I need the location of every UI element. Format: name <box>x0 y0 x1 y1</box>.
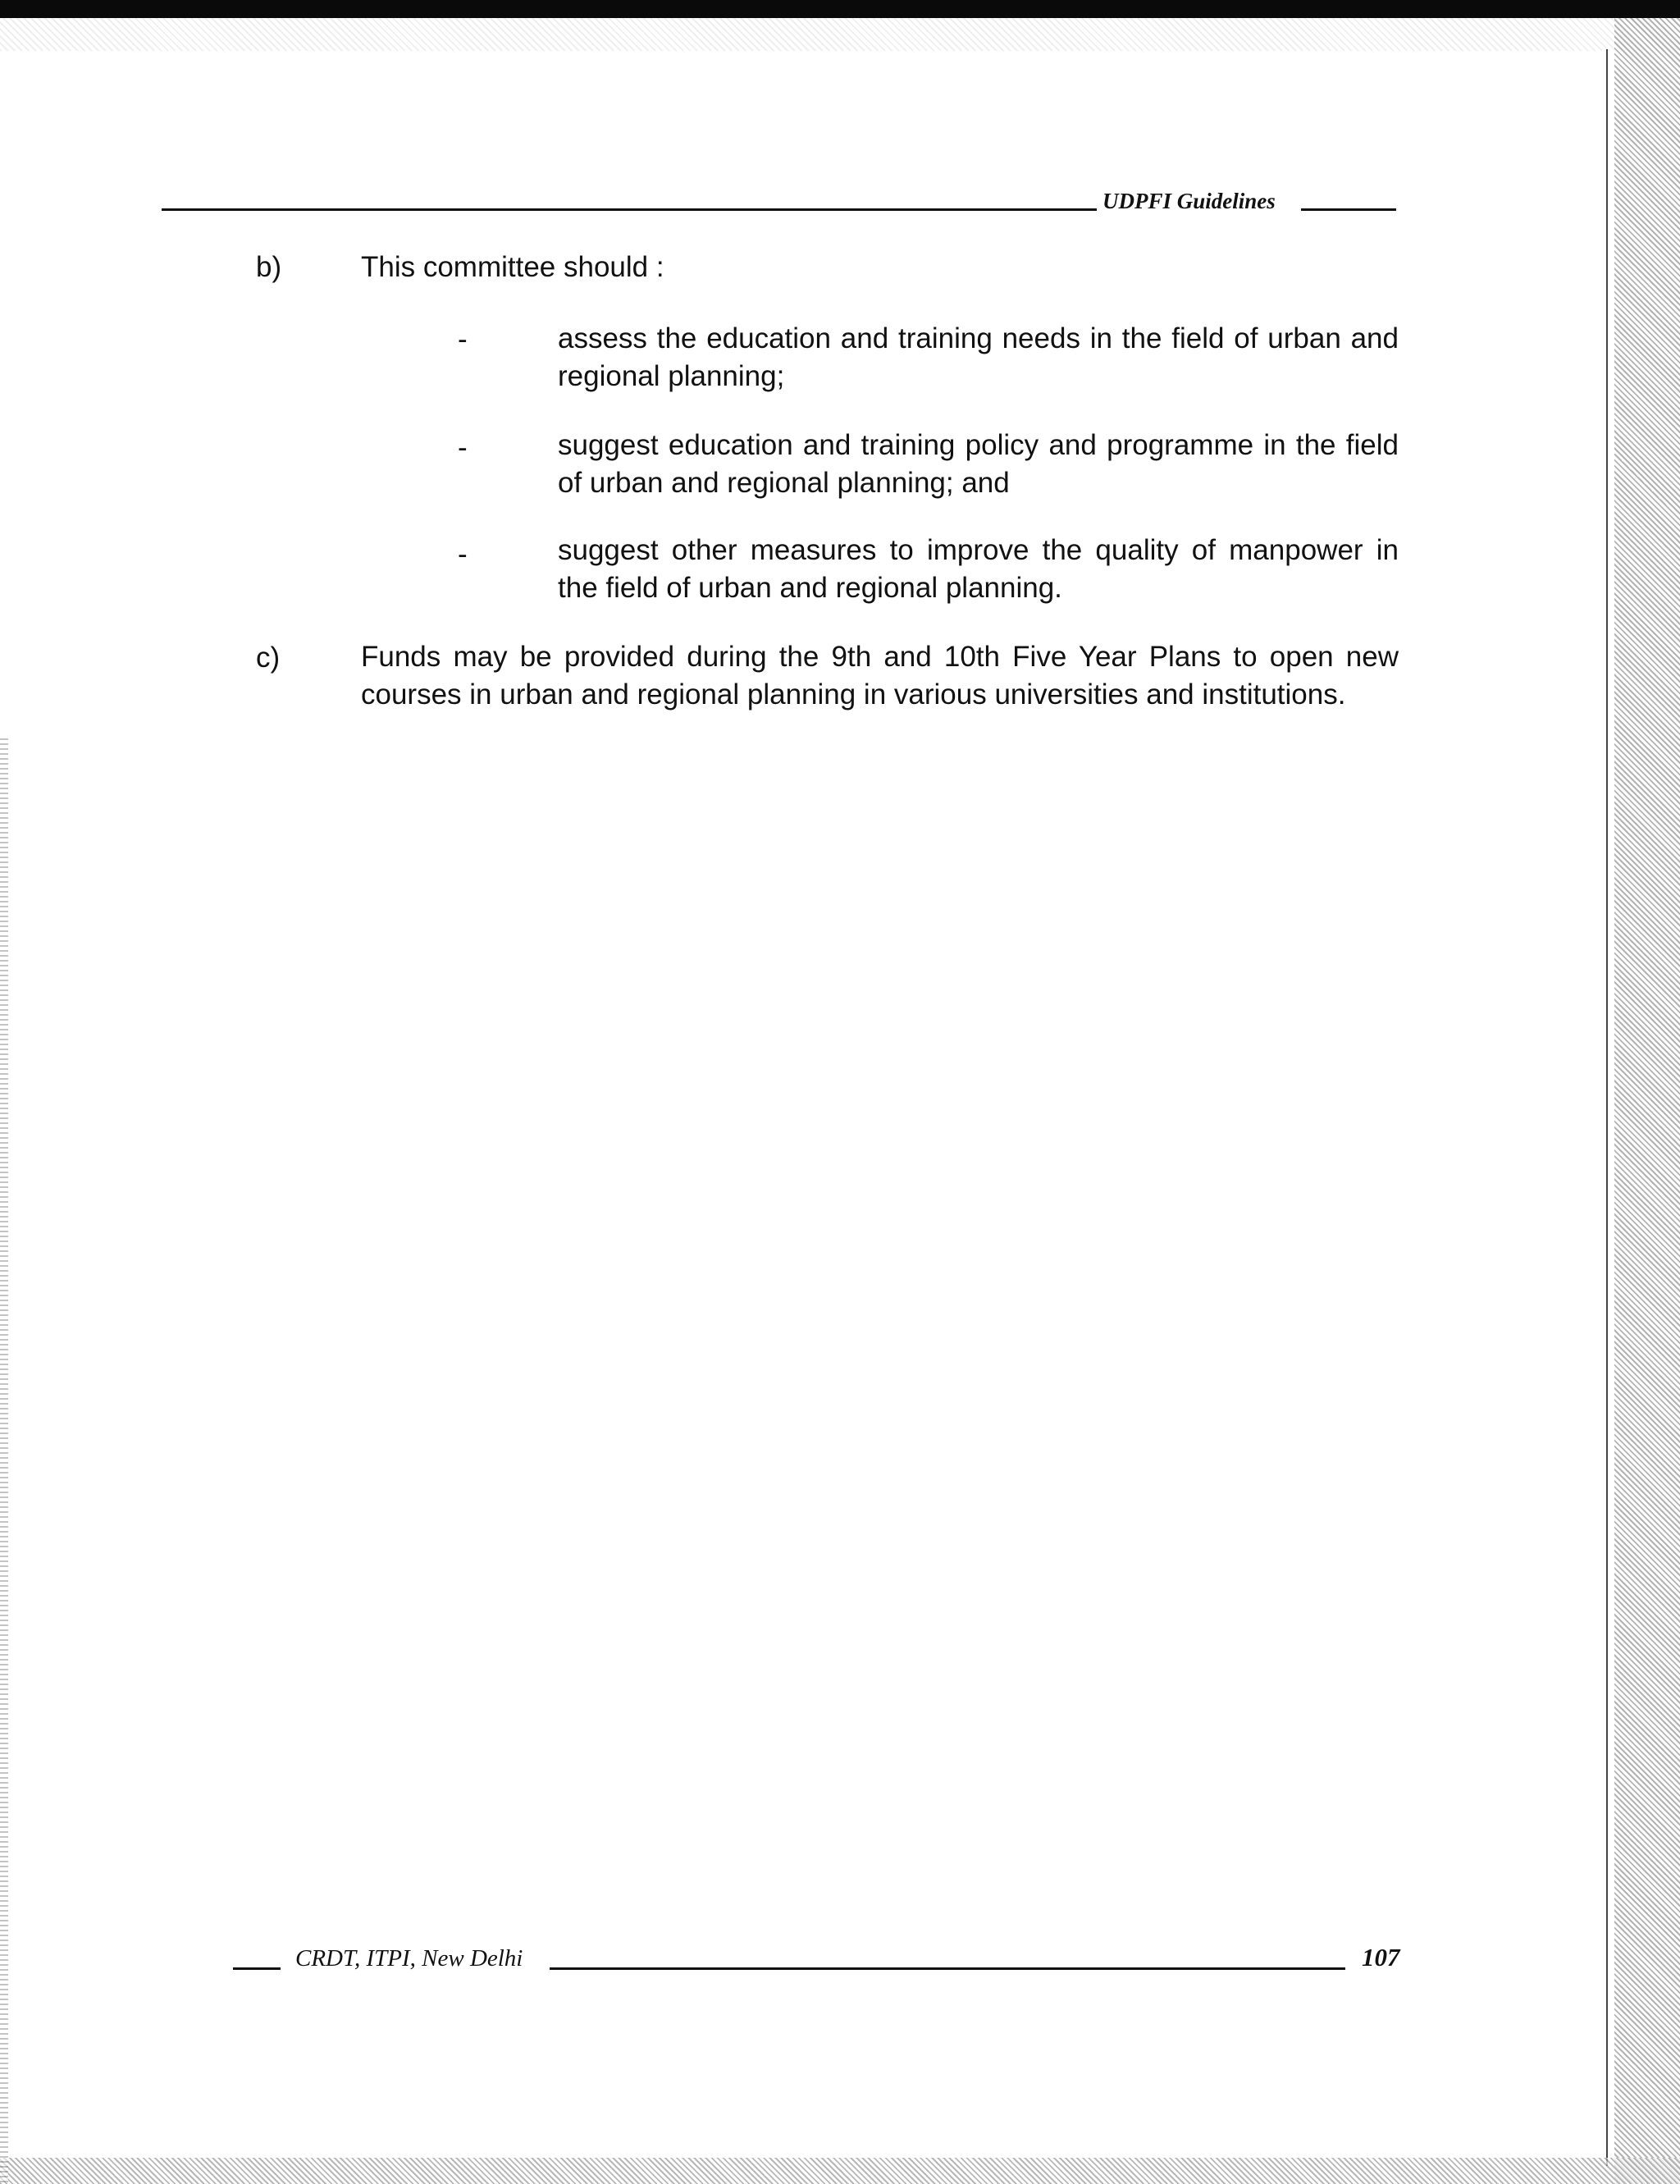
page-number: 107 <box>1362 1943 1400 1972</box>
scan-top-border <box>0 0 1680 18</box>
bullet-dash: - <box>458 432 468 464</box>
bullet-text: suggest other measures to improve the quality of manpower in the field of urban and regional planning. <box>558 534 1399 604</box>
header-rule-right <box>1301 208 1396 211</box>
item-text: This committee should : <box>361 251 664 283</box>
scan-left-noise <box>0 738 8 2182</box>
footer-rule-left <box>233 1967 281 1970</box>
bullet-text: assess the education and training needs in the field of urban and regional planning; <box>558 322 1399 392</box>
scan-top-noise <box>0 18 1680 51</box>
footer-organization: CRDT, ITPI, New Delhi <box>295 1945 523 1972</box>
item-text: Funds may be provided during the 9th and 10th Five Year Plans to open new courses in urban and regional planning in various universities and institutions. <box>361 641 1399 710</box>
scan-right-edge <box>1614 18 1680 2184</box>
bullet-text: suggest education and training policy and programme in the field of urban and regional planning; and <box>558 429 1399 499</box>
bullet-dash: - <box>458 538 468 570</box>
scan-page-edge-line <box>1606 49 1608 2166</box>
header-rule <box>162 208 1097 211</box>
item-label: c) <box>256 642 281 674</box>
footer-rule <box>550 1967 1345 1970</box>
item-label: b) <box>256 251 282 283</box>
bullet-dash: - <box>458 323 468 355</box>
header-title: UDPFI Guidelines <box>1102 189 1276 213</box>
scan-bottom-noise <box>0 2158 1680 2184</box>
